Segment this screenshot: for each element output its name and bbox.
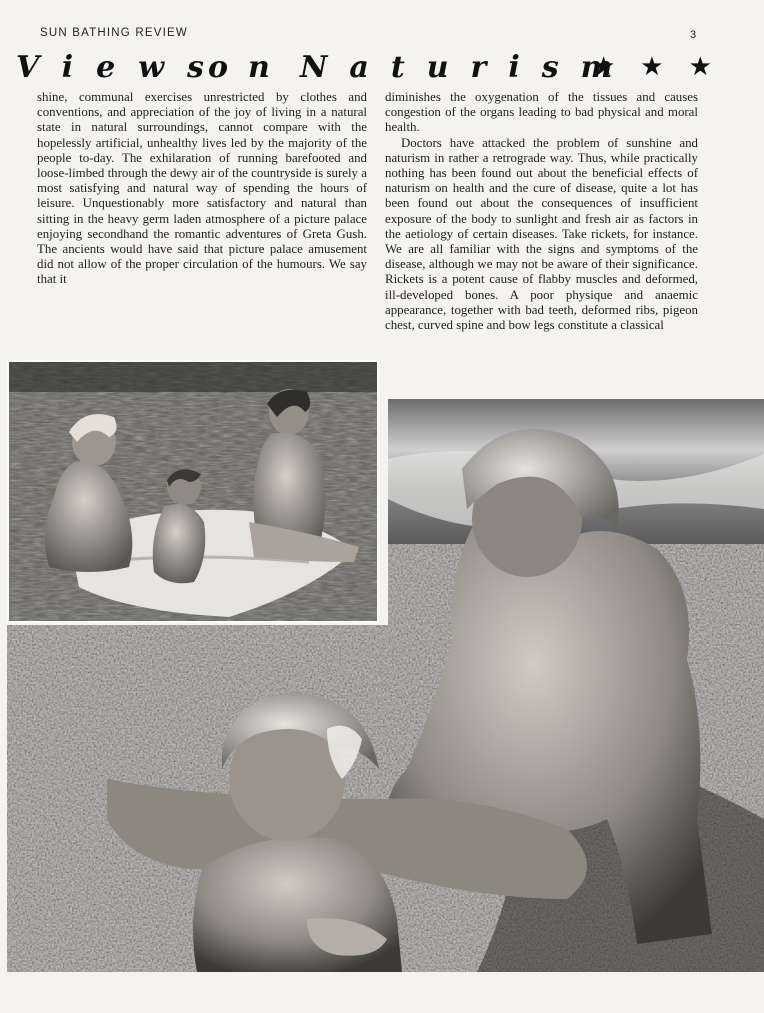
right-column	[385, 90, 698, 333]
right-column-paragraph-2: Doctors have attacked the problem of sunshine and naturism in rather a retrograde way. Thus, while practically nothing has been found out about the beneficial effects of naturism on health and the cure of disease, quite a lot has been found out about the consequences of insufficient exposure of the body to sunlight and fresh air as factors in the aetiology of certain diseases. Take rickets, for instance. We are all familiar with the signs and symptoms of the disease, although we may not be aware of their significance. Rickets is a potent cause of flabby muscles and deformed, ill-developed bones. A poor physique and anaemic appearance, together with bad teeth, deformed ribs, pigeon chest, curved spine and bow legs constitute a classical	[385, 135, 698, 333]
page-number: 3	[690, 29, 697, 41]
headline-word-naturism: Naturism	[300, 50, 635, 85]
right-column-paragraph-1: diminishes the oxygenation of the tissues and causes congestion of the organs leading to bad physical and moral health.	[385, 90, 698, 135]
headline-word-on: on	[208, 50, 290, 85]
running-head: SUN BATHING REVIEW	[40, 27, 188, 39]
star-icon-row: ★★★	[592, 52, 737, 82]
picnic-photo	[7, 360, 379, 623]
headline-word-views: Views	[16, 50, 227, 85]
picnic-photo-image	[9, 362, 377, 621]
left-column-text: shine, communal exercises unrestricted by clothes and conventions, and appreciation of the joy of living in a natural state in natural surroundings, cannot compare with the hopelessly artificial, unhealthy lives led by the majority of the people to-day. The exhilaration of running barefooted and loose-limbed through the dewy air of the countryside is surely a most satisfying and natural way of spending the hours of leisure. Unquestionably more satisfactory and natural than sitting in the heavy germ laden atmosphere of a picture palace enjoying secondhand the romantic adventures of Greta Gush. The ancients would have said that picture palace amusement did not allow of the proper circulation of the humours. We say that it	[37, 90, 367, 287]
article-headline	[12, 50, 756, 90]
left-column	[37, 90, 367, 288]
